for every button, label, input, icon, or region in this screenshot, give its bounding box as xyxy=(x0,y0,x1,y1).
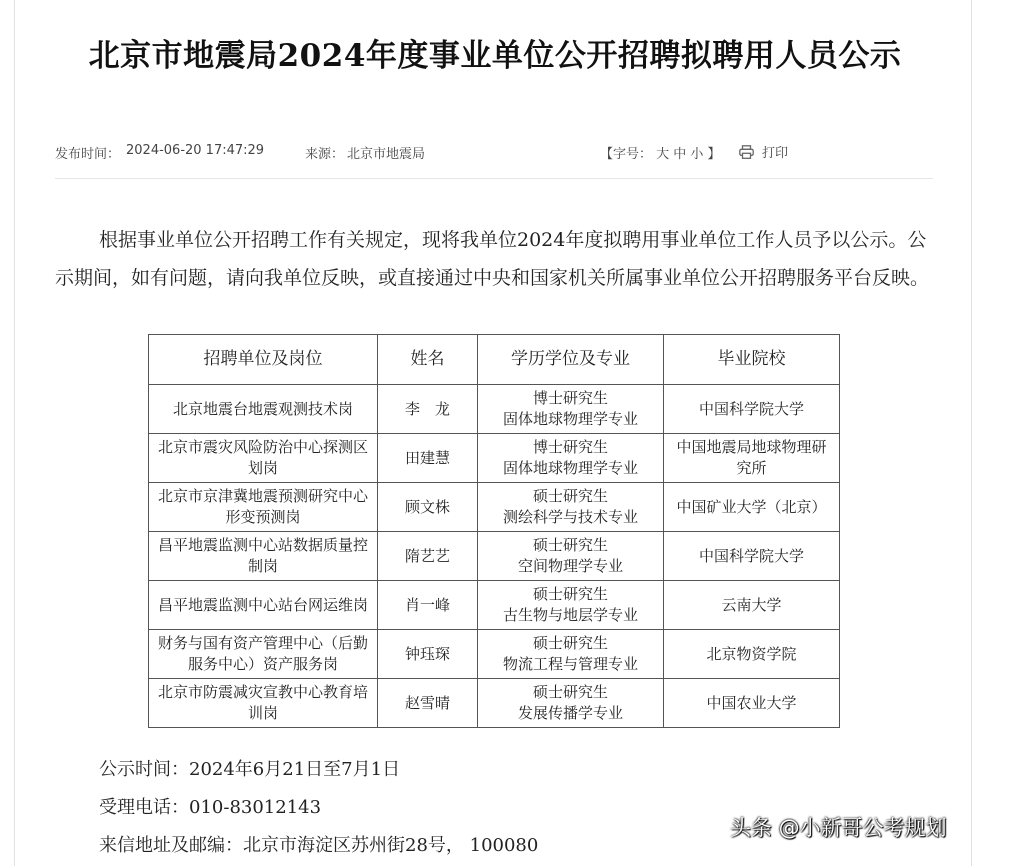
degree-major: 固体地球物理学专业 xyxy=(502,459,638,477)
table-row xyxy=(149,630,840,679)
watermark: 头条 @小新哥公考规划 xyxy=(730,816,947,840)
degree-major: 古生物与地层学专业 xyxy=(502,606,638,624)
contact-phone: 受理电话：010-83012143 xyxy=(99,797,322,818)
intro-paragraph: 根据事业单位公开招聘工作有关规定，现将我单位2024年度拟聘用事业单位工作人员予以公示。公示期间，如有问题，请向我单位反映，或直接通过中央和国家机关所属事业单位公开招聘服务平台反映。 xyxy=(55,229,930,289)
cell-school: 中国矿业大学（北京） xyxy=(664,483,840,532)
cell-degree xyxy=(478,483,664,532)
cell-school: 中国科学院大学 xyxy=(664,385,840,434)
cell-name: 顾文株 xyxy=(378,483,478,532)
cell-post: 北京市防震减灾宣教中心教育培训岗 xyxy=(149,679,378,728)
printer-icon xyxy=(739,145,754,159)
cell-name: 钟珏琛 xyxy=(378,630,478,679)
print-label: 打印 xyxy=(762,146,789,161)
mailing-address: 来信地址及邮编：北京市海淀区苏州街28号， 100080 xyxy=(99,835,539,856)
publish-label: 发布时间： xyxy=(55,147,121,162)
cell-name: 田建慧 xyxy=(378,434,478,483)
cell-name: 李 龙 xyxy=(378,385,478,434)
cell-name: 赵雪晴 xyxy=(378,679,478,728)
cell-name: 隋艺艺 xyxy=(378,532,478,581)
header-school: 毕业院校 xyxy=(664,335,840,385)
table-row xyxy=(149,532,840,581)
cell-school: 中国农业大学 xyxy=(664,679,840,728)
table-row xyxy=(149,679,840,728)
cell-post: 昌平地震监测中心站台网运维岗 xyxy=(149,581,378,630)
cell-post: 北京地震台地震观测技术岗 xyxy=(149,385,378,434)
table-row xyxy=(149,581,840,630)
cell-name: 肖一峰 xyxy=(378,581,478,630)
meta-divider xyxy=(55,178,933,179)
header-post: 招聘单位及岗位 xyxy=(149,335,378,385)
cell-degree xyxy=(478,630,664,679)
hire-table xyxy=(148,334,840,728)
degree-level: 硕士研究生 xyxy=(532,585,608,603)
article-meta xyxy=(55,143,933,163)
table-row xyxy=(149,434,840,483)
cell-degree xyxy=(478,532,664,581)
degree-level: 硕士研究生 xyxy=(532,634,608,652)
table-row xyxy=(149,483,840,532)
degree-level: 硕士研究生 xyxy=(532,487,608,505)
degree-level: 博士研究生 xyxy=(532,438,608,456)
notice-period: 公示时间：2024年6月21日至7月1日 xyxy=(99,759,401,780)
cell-degree xyxy=(478,679,664,728)
source-label: 来源： xyxy=(305,147,345,162)
degree-level: 硕士研究生 xyxy=(532,536,608,554)
cell-post: 昌平地震监测中心站数据质量控制岗 xyxy=(149,532,378,581)
publish-time: 2024-06-20 17:47:29 xyxy=(126,143,265,158)
degree-major: 物流工程与管理专业 xyxy=(502,655,638,673)
font-size-control[interactable]: 【字号： 大 中 小 】 xyxy=(600,147,721,162)
cell-school: 中国地震局地球物理研究所 xyxy=(664,434,840,483)
contact-info xyxy=(99,752,538,866)
table-header-row xyxy=(149,335,840,385)
page-title: 北京市地震局2024年度事业单位公开招聘拟聘用人员公示 xyxy=(88,38,902,74)
cell-degree xyxy=(478,385,664,434)
cell-post: 北京市京津冀地震预测研究中心形变预测岗 xyxy=(149,483,378,532)
cell-school: 中国科学院大学 xyxy=(664,532,840,581)
cell-degree xyxy=(478,581,664,630)
degree-level: 博士研究生 xyxy=(532,389,608,407)
print-button[interactable] xyxy=(739,142,788,161)
degree-major: 发展传播学专业 xyxy=(517,704,623,722)
degree-level: 硕士研究生 xyxy=(532,683,608,701)
degree-major: 固体地球物理学专业 xyxy=(502,410,638,428)
cell-school: 北京物资学院 xyxy=(664,630,840,679)
header-degree: 学历学位及专业 xyxy=(478,335,664,385)
cell-post: 财务与国有资产管理中心（后勤服务中心）资产服务岗 xyxy=(149,630,378,679)
source-value: 北京市地震局 xyxy=(347,147,426,162)
table-row xyxy=(149,385,840,434)
header-name: 姓名 xyxy=(378,335,478,385)
cell-post: 北京市震灾风险防治中心探测区划岗 xyxy=(149,434,378,483)
cell-degree xyxy=(478,434,664,483)
cell-school: 云南大学 xyxy=(664,581,840,630)
degree-major: 测绘科学与技术专业 xyxy=(502,508,638,526)
degree-major: 空间物理学专业 xyxy=(517,557,623,575)
